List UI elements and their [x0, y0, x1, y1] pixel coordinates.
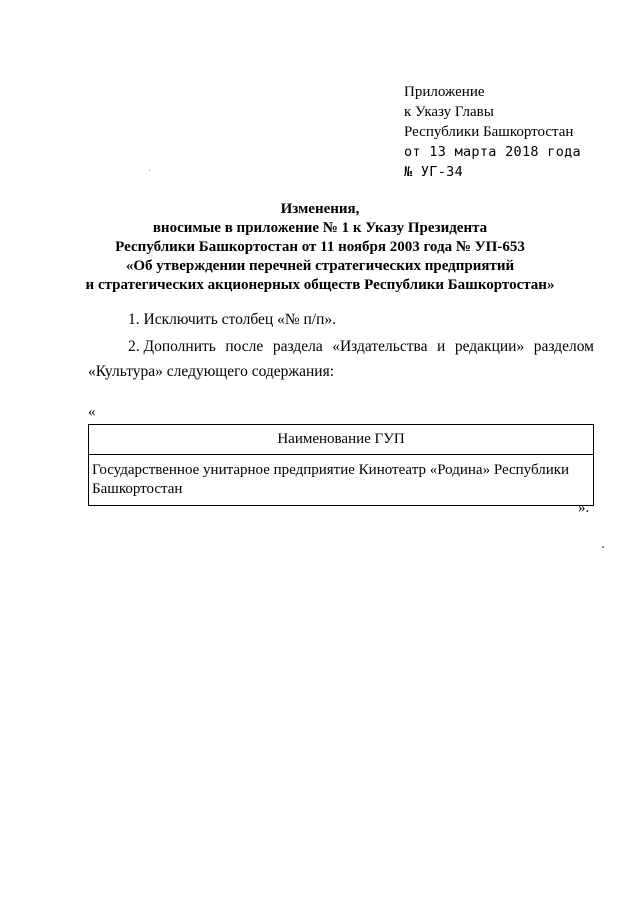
scan-speck — [602, 546, 604, 548]
table-row — [89, 455, 594, 506]
document-title — [60, 200, 580, 295]
p2-word: раздела — [272, 338, 323, 355]
p2-word: после — [225, 338, 264, 355]
appendix-republic: Республики Башкортостан — [404, 124, 574, 140]
table-header-cell: Наименование ГУП — [89, 425, 594, 455]
title-line-1: Изменения, — [280, 201, 360, 217]
table-header-row — [89, 425, 594, 455]
scan-speck — [149, 170, 150, 171]
title-line-4: «Об утверждении перечней стратегических предприятий — [125, 258, 515, 274]
appendix-date: от 13 марта 2018 года — [404, 144, 581, 160]
appendix-number: № УГ-34 — [404, 164, 463, 180]
title-line-3: Республики Башкортостан от 11 ноября 2003 года № УП-653 — [115, 239, 525, 255]
title-line-2: вносимые в приложение № 1 к Указу Президента — [152, 220, 488, 236]
paragraph-2 — [128, 337, 594, 357]
appendix-header — [404, 82, 581, 182]
p2-word: 2. Дополнить — [128, 338, 216, 355]
p2-word: и — [437, 338, 446, 355]
table-cell: Государственное унитарное предприятие Кинотеатр «Родина» Республики Башкортостан — [89, 455, 594, 506]
opening-quote: « — [88, 404, 96, 420]
appendix-label: Приложение — [404, 84, 485, 100]
appendix-decree-ref: к Указу Главы — [404, 104, 494, 120]
p2-word: редакции» — [454, 338, 525, 355]
gup-table — [88, 424, 594, 506]
paragraph-1: 1. Исключить столбец «№ п/п». — [128, 311, 337, 328]
paragraph-2-continuation: «Культура» следующего содержания: — [88, 363, 335, 380]
p2-word: «Издательства — [332, 338, 428, 355]
title-line-5: и стратегических акционерных обществ Республики Башкортостан» — [85, 277, 555, 293]
p2-word: разделом — [533, 338, 594, 355]
closing-quote: ». — [578, 500, 590, 516]
